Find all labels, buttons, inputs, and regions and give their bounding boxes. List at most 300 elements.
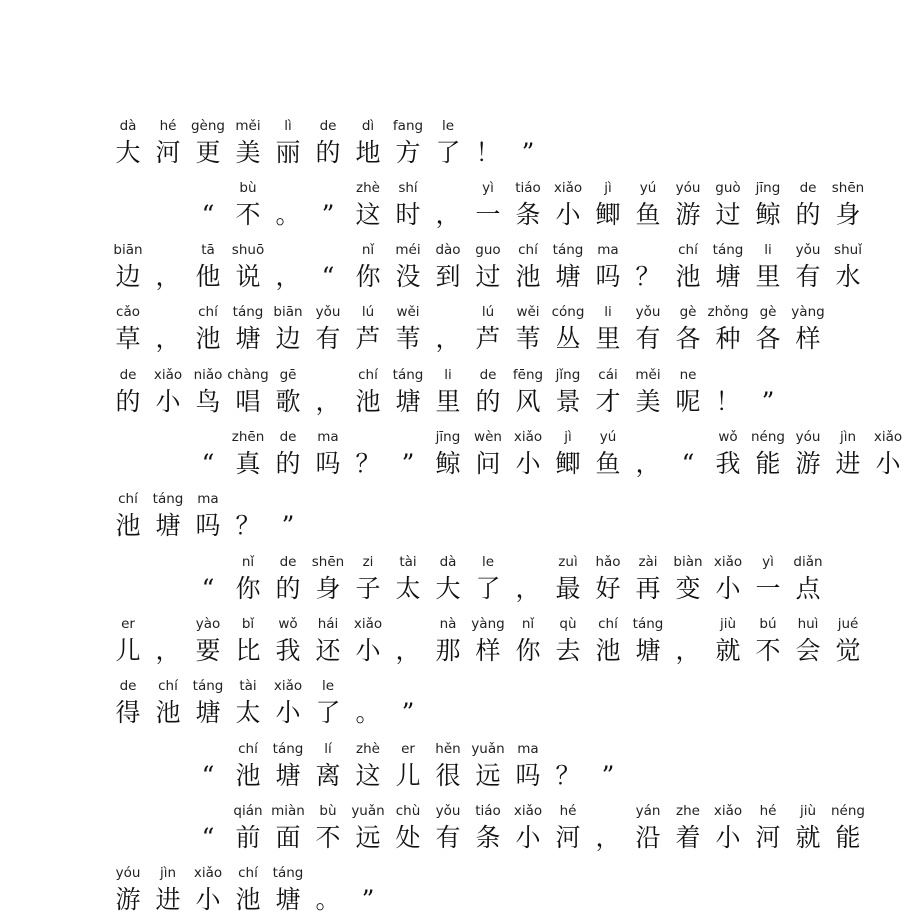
pinyin-syllable: zhè (356, 180, 380, 196)
hanzi-char: 有 (795, 262, 821, 291)
pinyin-syllable: le (321, 678, 335, 694)
pinyin-syllable: shuǐ (834, 242, 862, 258)
pinyin-syllable: lí (324, 741, 332, 757)
hanzi-char: 太 (395, 574, 421, 603)
hanzi-char: 身 (315, 574, 341, 603)
pinyin-syllable: diǎn (793, 554, 823, 570)
punctuation: ， (595, 823, 621, 852)
punctuation: “ (681, 449, 695, 478)
pinyin-syllable: jiù (799, 803, 817, 819)
pinyin-syllable: yàng (791, 304, 825, 320)
pinyin-syllable: tài (399, 554, 417, 570)
pinyin-syllable: yǒu (435, 803, 461, 819)
hanzi-char: 美 (235, 138, 261, 167)
hanzi-char: 里 (755, 262, 781, 291)
text-line-1 (108, 116, 748, 172)
hanzi-char: 丛 (555, 324, 581, 353)
pinyin-syllable: jǐng (555, 367, 581, 383)
hanzi-char: 的 (115, 387, 141, 416)
pinyin-syllable: zhēn (231, 429, 265, 445)
hanzi-char: 风 (515, 387, 541, 416)
hanzi-char: 吗 (195, 511, 221, 540)
pinyin-syllable: táng (552, 242, 584, 258)
hanzi-char: 说 (235, 262, 261, 291)
pinyin-syllable: chí (358, 367, 378, 383)
hanzi-char: 小 (715, 574, 741, 603)
pinyin-syllable: yóu (115, 865, 141, 881)
hanzi-char: 儿 (115, 636, 141, 665)
pinyin-syllable: de (799, 180, 817, 196)
pinyin-syllable: tiáo (515, 180, 541, 196)
pinyin-syllable: gè (679, 304, 697, 320)
punctuation: “ (201, 761, 215, 790)
pinyin-syllable: jìn (159, 865, 177, 881)
pinyin-syllable: shēn (311, 554, 345, 570)
hanzi-char: 着 (675, 823, 701, 852)
pinyin-syllable: wěi (396, 304, 420, 320)
pinyin-syllable: de (119, 367, 137, 383)
punctuation: ， (435, 200, 461, 229)
hanzi-char: 塘 (635, 636, 661, 665)
hanzi-char: 小 (195, 885, 221, 914)
hanzi-char: 游 (675, 200, 701, 229)
pinyin-syllable: de (319, 118, 337, 134)
pinyin-syllable: yàng (471, 616, 505, 632)
pinyin-syllable: cái (598, 367, 618, 383)
pinyin-syllable: nà (439, 616, 457, 632)
hanzi-char: 池 (235, 761, 261, 790)
pinyin-syllable: xiǎo (153, 367, 183, 383)
hanzi-char: 离 (315, 761, 341, 790)
pinyin-syllable: de (279, 429, 297, 445)
pinyin-syllable: ma (197, 491, 219, 507)
hanzi-char: 我 (275, 636, 301, 665)
punctuation: ” (401, 698, 415, 727)
hanzi-char: 池 (355, 387, 381, 416)
pinyin-syllable: chàng (227, 367, 269, 383)
hanzi-char: 吗 (515, 761, 541, 790)
text-line-11 (108, 739, 748, 795)
pinyin-syllable: jīng (435, 429, 461, 445)
hanzi-char: 问 (475, 449, 501, 478)
pinyin-syllable: yào (195, 616, 221, 632)
pinyin-syllable: yuǎn (471, 741, 505, 757)
pinyin-syllable: er (401, 741, 415, 757)
punctuation: ， (155, 636, 181, 665)
text-line-5 (108, 365, 775, 421)
hanzi-char: 变 (675, 574, 701, 603)
punctuation: ” (401, 449, 415, 478)
hanzi-char: 很 (435, 761, 461, 790)
pinyin-syllable: jìn (839, 429, 857, 445)
hanzi-char: 没 (395, 262, 421, 291)
pinyin-syllable: yǒu (635, 304, 661, 320)
pinyin-syllable: hé (759, 803, 777, 819)
pinyin-syllable: fēng (512, 367, 544, 383)
hanzi-char: 大 (115, 138, 141, 167)
hanzi-char: 你 (515, 636, 541, 665)
pinyin-syllable: chí (158, 678, 178, 694)
pinyin-syllable: ma (517, 741, 539, 757)
hanzi-char: 鱼 (595, 449, 621, 478)
pinyin-syllable: miàn (271, 803, 305, 819)
hanzi-char: 苇 (395, 324, 421, 353)
hanzi-char: 塘 (235, 324, 261, 353)
pinyin-syllable: yì (762, 554, 774, 570)
punctuation: “ (201, 574, 215, 603)
pinyin-syllable: táng (232, 304, 264, 320)
hanzi-char: 样 (795, 324, 821, 353)
hanzi-char: 塘 (275, 885, 301, 914)
pinyin-syllable: jiù (719, 616, 737, 632)
pinyin-syllable: xiǎo (553, 180, 583, 196)
punctuation: ” (521, 138, 535, 167)
hanzi-char: 进 (155, 885, 181, 914)
hanzi-char: 你 (355, 262, 381, 291)
text-line-4 (108, 302, 825, 358)
hanzi-char: 我 (715, 449, 741, 478)
pinyin-syllable: li (444, 367, 452, 383)
pinyin-syllable: dà (439, 554, 457, 570)
punctuation: ， (635, 449, 661, 478)
hanzi-char: 就 (795, 823, 821, 852)
pinyin-syllable: xiǎo (713, 554, 743, 570)
hanzi-char: 池 (515, 262, 541, 291)
hanzi-char: 芦 (355, 324, 381, 353)
pinyin-syllable: chí (598, 616, 618, 632)
pinyin-syllable: lú (361, 304, 375, 320)
pinyin-syllable: xiǎo (713, 803, 743, 819)
text-line-6 (108, 427, 903, 483)
pinyin-syllable: hé (159, 118, 177, 134)
hanzi-char: 一 (755, 574, 781, 603)
hanzi-char: 有 (635, 324, 661, 353)
hanzi-char: 才 (595, 387, 621, 416)
punctuation: ！ (475, 138, 501, 167)
hanzi-char: 里 (435, 387, 461, 416)
hanzi-char: 池 (675, 262, 701, 291)
pinyin-syllable: guò (715, 180, 741, 196)
punctuation: ， (275, 262, 301, 291)
hanzi-char: 了 (315, 698, 341, 727)
punctuation: “ (201, 449, 215, 478)
punctuation: ” (361, 885, 375, 914)
pinyin-syllable: yǒu (315, 304, 341, 320)
punctuation: ？ (635, 262, 661, 291)
hanzi-char: 池 (595, 636, 621, 665)
hanzi-char: 一 (475, 200, 501, 229)
pinyin-syllable: táng (272, 865, 304, 881)
hanzi-char: 鲫 (555, 449, 581, 478)
pinyin-syllable: ma (317, 429, 339, 445)
hanzi-char: 子 (355, 574, 381, 603)
hanzi-char: 方 (395, 138, 421, 167)
hanzi-char: 塘 (555, 262, 581, 291)
hanzi-char: 沿 (635, 823, 661, 852)
pinyin-syllable: yán (635, 803, 661, 819)
hanzi-char: 去 (555, 636, 581, 665)
hanzi-char: 了 (475, 574, 501, 603)
pinyin-syllable: néng (831, 803, 865, 819)
pinyin-syllable: yǒu (795, 242, 821, 258)
hanzi-char: 小 (515, 823, 541, 852)
punctuation: “ (201, 200, 215, 229)
text-line-9 (108, 614, 861, 670)
hanzi-char: 身 (835, 200, 861, 229)
hanzi-char: 了 (435, 138, 461, 167)
pinyin-syllable: xiǎo (513, 429, 543, 445)
hanzi-char: 苇 (515, 324, 541, 353)
hanzi-char: 小 (555, 200, 581, 229)
pinyin-syllable: zuì (558, 554, 578, 570)
hanzi-char: 边 (115, 262, 141, 291)
hanzi-char: 有 (435, 823, 461, 852)
punctuation: ” (321, 200, 335, 229)
pinyin-syllable: chù (395, 803, 421, 819)
text-line-2 (108, 178, 865, 234)
hanzi-char: 边 (275, 324, 301, 353)
hanzi-char: 觉 (835, 636, 861, 665)
hanzi-char: 你 (235, 574, 261, 603)
pinyin-syllable: niǎo (193, 367, 223, 383)
hanzi-char: 池 (115, 511, 141, 540)
punctuation: ， (435, 324, 461, 353)
hanzi-char: 塘 (155, 511, 181, 540)
pinyin-syllable: hǎo (595, 554, 621, 570)
hanzi-char: 不 (315, 823, 341, 852)
hanzi-char: 河 (555, 823, 581, 852)
text-line-10 (108, 676, 748, 732)
punctuation: ” (761, 387, 775, 416)
pinyin-syllable: dì (361, 118, 375, 134)
hanzi-char: 处 (395, 823, 421, 852)
pinyin-syllable: nǐ (361, 242, 375, 258)
hanzi-char: 能 (755, 449, 781, 478)
hanzi-char: 就 (715, 636, 741, 665)
punctuation: ， (155, 262, 181, 291)
hanzi-char: 吗 (315, 449, 341, 478)
punctuation: “ (321, 262, 335, 291)
pinyin-syllable: chí (198, 304, 218, 320)
pinyin-syllable: hái (317, 616, 339, 632)
pinyin-syllable: gèng (190, 118, 226, 134)
hanzi-char: 地 (355, 138, 381, 167)
pinyin-syllable: guo (475, 242, 501, 258)
hanzi-char: 更 (195, 138, 221, 167)
hanzi-char: 歌 (275, 387, 301, 416)
pinyin-syllable: wǒ (278, 616, 298, 632)
hanzi-char: 鲸 (435, 449, 461, 478)
pinyin-syllable: méi (395, 242, 421, 258)
pinyin-syllable: er (121, 616, 135, 632)
pinyin-syllable: néng (751, 429, 785, 445)
hanzi-char: 池 (195, 324, 221, 353)
punctuation: 。 (315, 885, 341, 914)
hanzi-char: 能 (835, 823, 861, 852)
hanzi-char: 点 (795, 574, 821, 603)
hanzi-char: 时 (395, 200, 421, 229)
pinyin-syllable: jì (604, 180, 612, 196)
text-line-7 (108, 489, 748, 545)
pinyin-syllable: biàn (673, 554, 703, 570)
pinyin-syllable: shēn (831, 180, 865, 196)
punctuation: ？ (235, 511, 261, 540)
hanzi-char: 过 (475, 262, 501, 291)
hanzi-char: 好 (595, 574, 621, 603)
pinyin-syllable: táng (272, 741, 304, 757)
pinyin-syllable: de (479, 367, 497, 383)
pinyin-syllable: le (481, 554, 495, 570)
pinyin-syllable: yóu (675, 180, 701, 196)
pinyin-syllable: nǐ (521, 616, 535, 632)
text-line-3 (108, 240, 862, 296)
hanzi-char: 各 (675, 324, 701, 353)
pinyin-syllable: tiáo (475, 803, 501, 819)
hanzi-char: 池 (155, 698, 181, 727)
hanzi-char: 的 (275, 449, 301, 478)
pinyin-syllable: bù (319, 803, 337, 819)
hanzi-char: 真 (235, 449, 261, 478)
pinyin-syllable: hé (559, 803, 577, 819)
hanzi-char: 不 (235, 200, 261, 229)
hanzi-char: 儿 (395, 761, 421, 790)
hanzi-char: 塘 (195, 698, 221, 727)
hanzi-char: 不 (755, 636, 781, 665)
punctuation: ？ (355, 449, 381, 478)
hanzi-char: 会 (795, 636, 821, 665)
pinyin-syllable: le (441, 118, 455, 134)
hanzi-char: 小 (155, 387, 181, 416)
hanzi-char: 远 (475, 761, 501, 790)
text-line-8 (108, 552, 823, 608)
hanzi-char: 的 (315, 138, 341, 167)
pinyin-syllable: jué (837, 616, 859, 632)
punctuation: 。 (275, 200, 301, 229)
pinyin-syllable: zài (638, 554, 658, 570)
hanzi-char: 这 (355, 761, 381, 790)
hanzi-char: 小 (355, 636, 381, 665)
hanzi-char: 得 (115, 698, 141, 727)
pinyin-syllable: xiǎo (273, 678, 303, 694)
pinyin-syllable: xiǎo (873, 429, 903, 445)
hanzi-char: 塘 (275, 761, 301, 790)
hanzi-char: 小 (515, 449, 541, 478)
hanzi-char: 呢 (675, 387, 701, 416)
hanzi-char: 鸟 (195, 387, 221, 416)
punctuation: ， (155, 324, 181, 353)
hanzi-char: 唱 (235, 387, 261, 416)
pinyin-syllable: táng (632, 616, 664, 632)
pinyin-syllable: wèn (474, 429, 502, 445)
pinyin-syllable: táng (712, 242, 744, 258)
pinyin-syllable: bú (759, 616, 777, 632)
punctuation: ， (315, 387, 341, 416)
pinyin-syllable: li (604, 304, 612, 320)
text-line-13 (108, 863, 748, 919)
pinyin-syllable: nǐ (241, 554, 255, 570)
hanzi-char: 芦 (475, 324, 501, 353)
punctuation: ” (601, 761, 615, 790)
punctuation: ， (395, 636, 421, 665)
pinyin-syllable: zhǒng (707, 304, 749, 320)
pinyin-syllable: lú (481, 304, 495, 320)
hanzi-char: 的 (275, 574, 301, 603)
pinyin-syllable: chí (238, 741, 258, 757)
pinyin-syllable: de (119, 678, 137, 694)
hanzi-char: 游 (795, 449, 821, 478)
pinyin-syllable: qián (233, 803, 263, 819)
hanzi-char: 小 (275, 698, 301, 727)
pinyin-syllable: huì (797, 616, 819, 632)
hanzi-char: 水 (835, 262, 861, 291)
pinyin-syllable: táng (192, 678, 224, 694)
hanzi-char: 景 (555, 387, 581, 416)
hanzi-char: 再 (635, 574, 661, 603)
punctuation: ， (515, 574, 541, 603)
pinyin-syllable: gè (759, 304, 777, 320)
pinyin-syllable: ne (679, 367, 697, 383)
hanzi-char: 到 (435, 262, 461, 291)
punctuation: ” (281, 511, 295, 540)
pinyin-syllable: táng (392, 367, 424, 383)
punctuation: 。 (355, 698, 381, 727)
pinyin-syllable: zhe (676, 803, 700, 819)
pinyin-syllable: xiǎo (513, 803, 543, 819)
hanzi-char: 条 (515, 200, 541, 229)
hanzi-char: 塘 (395, 387, 421, 416)
pinyin-syllable: cóng (551, 304, 585, 320)
hanzi-char: 鲫 (595, 200, 621, 229)
hanzi-char: 草 (115, 324, 141, 353)
hanzi-char: 进 (835, 449, 861, 478)
hanzi-char: 还 (315, 636, 341, 665)
punctuation: ？ (555, 761, 581, 790)
hanzi-char: 池 (235, 885, 261, 914)
hanzi-char: 河 (155, 138, 181, 167)
pinyin-syllable: wěi (516, 304, 540, 320)
pinyin-syllable: táng (152, 491, 184, 507)
hanzi-char: 塘 (715, 262, 741, 291)
pinyin-syllable: yú (599, 429, 617, 445)
pinyin-syllable: chí (238, 865, 258, 881)
pinyin-syllable: qù (559, 616, 577, 632)
hanzi-char: 小 (875, 449, 901, 478)
pinyin-syllable: li (764, 242, 772, 258)
pinyin-syllable: dào (435, 242, 461, 258)
pinyin-syllable: yì (482, 180, 494, 196)
pinyin-syllable: shuō (231, 242, 265, 258)
hanzi-char: 鲸 (755, 200, 781, 229)
hanzi-char: 他 (195, 262, 221, 291)
hanzi-char: 过 (715, 200, 741, 229)
hanzi-char: 美 (635, 387, 661, 416)
pinyin-syllable: chí (518, 242, 538, 258)
pinyin-syllable: zhè (356, 741, 380, 757)
pinyin-syllable: tài (239, 678, 257, 694)
pinyin-syllable: yóu (795, 429, 821, 445)
hanzi-char: 各 (755, 324, 781, 353)
hanzi-char: 的 (795, 200, 821, 229)
pinyin-syllable: xiǎo (193, 865, 223, 881)
pinyin-syllable: hěn (435, 741, 461, 757)
hanzi-char: 面 (275, 823, 301, 852)
pinyin-syllable: bǐ (241, 616, 255, 632)
hanzi-char: 样 (475, 636, 501, 665)
pinyin-syllable: yú (639, 180, 657, 196)
pinyin-syllable: gē (279, 367, 297, 383)
pinyin-syllable: lì (284, 118, 292, 134)
text-line-12 (108, 801, 865, 857)
